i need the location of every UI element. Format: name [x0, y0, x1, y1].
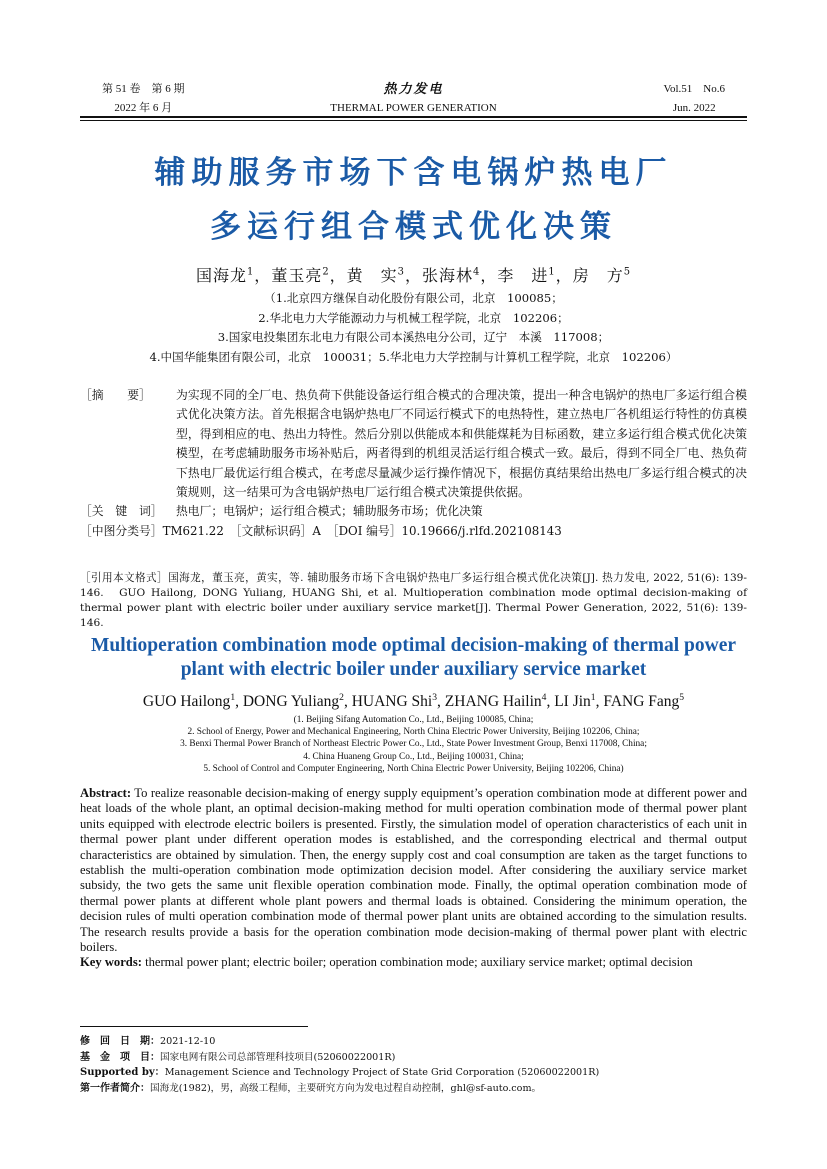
author-separator: ，	[254, 266, 272, 285]
citation-text: 国海龙，董玉亮，黄实，等. 辅助服务市场下含电锅炉热电厂多运行组合模式优化决策[J]. 热力发电, 2022, 51(6): 139-146. GUO Hailong, DONG Yuliang, HUANG Shi, et al. Multioperation combination mode optimal decision-making of thermal power plant with electric boiler under auxiliary service market[J]. Thermal Power Generation, 2022, 51(6): 139-146.	[80, 572, 748, 629]
doi-label: ［DOI 编号］	[332, 523, 402, 538]
author-affil-mark: 3	[432, 691, 438, 703]
abstract-cn-text: 为实现不同的全厂电、热负荷下供能设备运行组合模式的合理决策，提出一种含电锅炉的热电厂多运行组合模式优化决策方法。首先根据含电锅炉热电厂不同运行模式下的电热特性，建立热电厂各机组运行特性的仿真模型，得到相应的电、热出力特性。然后分别以供能成本和供能煤耗为目标函数，建立多运行组合模式优化决策模型，在考虑辅助服务市场补贴后，两者得到的机组灵活运行组合模式一致。最后，得到不同全厂电、热负荷下热电厂最优运行组合模式，在考虑尽量减少运行操作情况下，根据仿真结果给出热电厂多运行组合模式的决策规则，这一结果可为含电锅炉热电厂运行组合模式决策提供依据。	[176, 388, 747, 500]
header-date-en: Jun. 2022	[672, 102, 716, 114]
author-name: LI Jin	[554, 693, 591, 710]
author-affil-mark: 2	[339, 691, 344, 703]
affiliation-line: （1.北京四方继保自动化股份有限公司，北京 100085；	[264, 291, 563, 305]
first-author-label: 第一作者简介：	[80, 1082, 150, 1094]
author-name: 张海林	[422, 266, 474, 285]
title-en-line-1: Multioperation combination mode optimal decision-making of thermal power	[90, 635, 737, 656]
author-separator: ，	[480, 266, 498, 285]
clc-label: ［中图分类号］	[80, 523, 163, 538]
author-name: 董玉亮	[271, 266, 323, 285]
author-affil-mark: 4	[473, 266, 481, 278]
header-center	[80, 80, 747, 118]
author-list-en	[0, 693, 827, 711]
affiliation-line: (1. Beijing Sifang Automation Co., Ltd., Beijing 100085, China;	[293, 715, 534, 725]
journal-name-cn: 热力发电	[383, 82, 444, 97]
keywords-en-label: Key words:	[80, 955, 142, 970]
citation-label: ［引用本文格式］	[80, 572, 169, 584]
title-cn-line-2: 多运行组合模式优化决策	[210, 209, 617, 245]
abstract-block-en	[80, 786, 747, 971]
author-affil-mark: 1	[246, 266, 255, 278]
abstract-block-cn	[80, 386, 747, 541]
abstract-cn-row	[80, 386, 747, 502]
keywords-cn-row	[80, 502, 747, 521]
author-name: HUANG Shi	[351, 693, 433, 710]
author-separator: ，	[404, 266, 422, 285]
header-date-cn: 2022 年 6 月	[114, 102, 173, 114]
header-volume-en: Vol.51 No.6	[663, 83, 725, 95]
doc-code-value: A	[312, 523, 321, 538]
fund-value: 国家电网有限公司总部管理科技项目(52060022001R)	[160, 1051, 396, 1063]
author-name: 国海龙	[195, 266, 247, 285]
abstract-cn-label: ［摘 要］	[80, 388, 151, 402]
citation-format	[80, 571, 747, 631]
doi-value[interactable]: 10.19666/j.rlfd.202108143	[401, 523, 562, 538]
affiliation-line: 2. School of Energy, Power and Mechanical Engineering, North China Electric Power University, Beijing 102206, China;	[187, 727, 640, 738]
running-header	[80, 78, 747, 118]
abstract-en-text: To realize reasonable decision-making of energy supply equipment’s operation combination mode at different power and heat loads of the whole plant, an optimal decision-making method for multi operation combination mode of thermal power plant units equipped with electrode electric boilers is presented. Firstly, the simulation model of operation characteristics of each unit in thermal power plant under different operation modes is established, and the corresponding electrical and thermal output characteristics are obtained by simulation. Then, the energy supply cost and coal consumption are taken as the target functions to establish the multi-operation combination mode optimization decision model. After considering the auxiliary service market subsidy, the two gets the same unit flexible operation combination mode. Finally, the optimal operation combination mode of thermal power plants at different whole plant powers and thermal loads is obtained. Considering the minimum operation, the decision rules of multi operation combination mode of thermal power plant units are obtained according to the simulation results. The research results provide a basis for the operation combination mode decision-making of thermal power plant with electric boilers.	[80, 786, 747, 955]
affiliations-cn	[60, 289, 767, 367]
author-separator: ,	[546, 693, 555, 710]
author-list-cn	[0, 263, 827, 286]
keywords-en-text: thermal power plant; electric boiler; operation combination mode; auxiliary service market; optimal decision	[145, 955, 693, 970]
paper-title-cn	[0, 146, 827, 254]
author-name: GUO Hailong	[142, 693, 231, 710]
author-separator: ,	[235, 693, 243, 710]
affiliation-line: 3.国家电投集团东北电力有限公司本溪热电分公司，辽宁 本溪 117008；	[217, 330, 610, 344]
affiliation-line: 3. Benxi Thermal Power Branch of Northeast Electric Power Co., Ltd., State Power Investment Group, Benxi 117008, China;	[180, 739, 647, 750]
affiliation-line: 4. China Huaneng Group Co., Ltd., Beijing 100031, China;	[303, 751, 524, 762]
footnote-fund	[80, 1050, 767, 1066]
footnote-first-author	[80, 1081, 767, 1097]
affiliation-line: 4.中国华能集团有限公司，北京 100031；5.华北电力大学控制与计算机工程学院，北京 102206）	[149, 349, 678, 364]
title-en-line-2: plant with electric boiler under auxiliary service market	[180, 659, 647, 680]
footnote-supported	[80, 1065, 767, 1081]
affiliations-en	[60, 714, 767, 775]
title-cn-line-1: 辅助服务市场下含电锅炉热电厂	[154, 155, 673, 191]
keywords-en-paragraph	[80, 955, 747, 970]
doc-code-label: ［文献标识码］	[235, 523, 313, 538]
author-separator: ,	[437, 693, 445, 710]
author-name: 房 方	[572, 266, 624, 285]
first-author-value: 国海龙(1982)，男，高级工程师，主要研究方向为发电过程自动控制，ghl@sf-auto.com。	[150, 1082, 542, 1094]
affiliation-line: 2.华北电力大学能源动力与机械工程学院，北京 102206；	[258, 310, 569, 325]
header-rule-thin	[80, 120, 747, 121]
header-volume-cn: 第 51 卷 第 6 期	[102, 83, 185, 95]
author-separator: ，	[329, 266, 347, 285]
author-affil-mark: 5	[679, 691, 685, 703]
supported-label: Supported by：	[80, 1067, 165, 1078]
author-separator: ，	[555, 266, 573, 285]
supported-value: Management Science and Technology Project of State Grid Corporation (52060022001R)	[164, 1067, 600, 1078]
author-affil-mark: 1	[548, 266, 556, 278]
affiliation-line: 5. School of Control and Computer Engineering, North China Electric Power University, Beijing 102206, China)	[203, 763, 624, 774]
keywords-cn-label: ［关 键 词］	[80, 504, 163, 519]
author-name: 李 进	[497, 266, 549, 285]
abstract-en-paragraph	[80, 786, 747, 955]
classification-row	[80, 522, 747, 541]
author-affil-mark: 2	[322, 266, 330, 278]
clc-value: TM621.22	[162, 523, 224, 538]
author-name: DONG Yuliang	[242, 693, 340, 710]
author-separator: ,	[595, 693, 604, 710]
author-name: 黄 实	[346, 266, 398, 285]
journal-name-en: THERMAL POWER GENERATION	[330, 102, 497, 114]
keywords-cn-text: 热电厂；电锅炉；运行组合模式；辅助服务市场；优化决策	[176, 504, 483, 519]
author-name: FANG Fang	[603, 693, 680, 710]
footnote-received	[80, 1034, 767, 1050]
received-label: 修 回 日 期：	[80, 1036, 160, 1047]
header-rule-thick	[80, 116, 747, 118]
footnotes	[80, 1034, 767, 1096]
author-affil-mark: 5	[623, 266, 632, 278]
header-right	[663, 80, 725, 118]
author-affil-mark: 3	[397, 266, 405, 278]
paper-title-en	[70, 634, 757, 682]
author-affil-mark: 1	[230, 691, 236, 703]
fund-label: 基 金 项 目：	[80, 1051, 160, 1063]
author-name: ZHANG Hailin	[444, 693, 542, 710]
footnote-rule	[80, 1026, 308, 1027]
received-value: 2021-12-10	[160, 1036, 216, 1047]
author-affil-mark: 4	[541, 691, 547, 703]
author-affil-mark: 1	[590, 691, 596, 703]
author-separator: ,	[343, 693, 352, 710]
abstract-en-label: Abstract:	[80, 786, 132, 800]
